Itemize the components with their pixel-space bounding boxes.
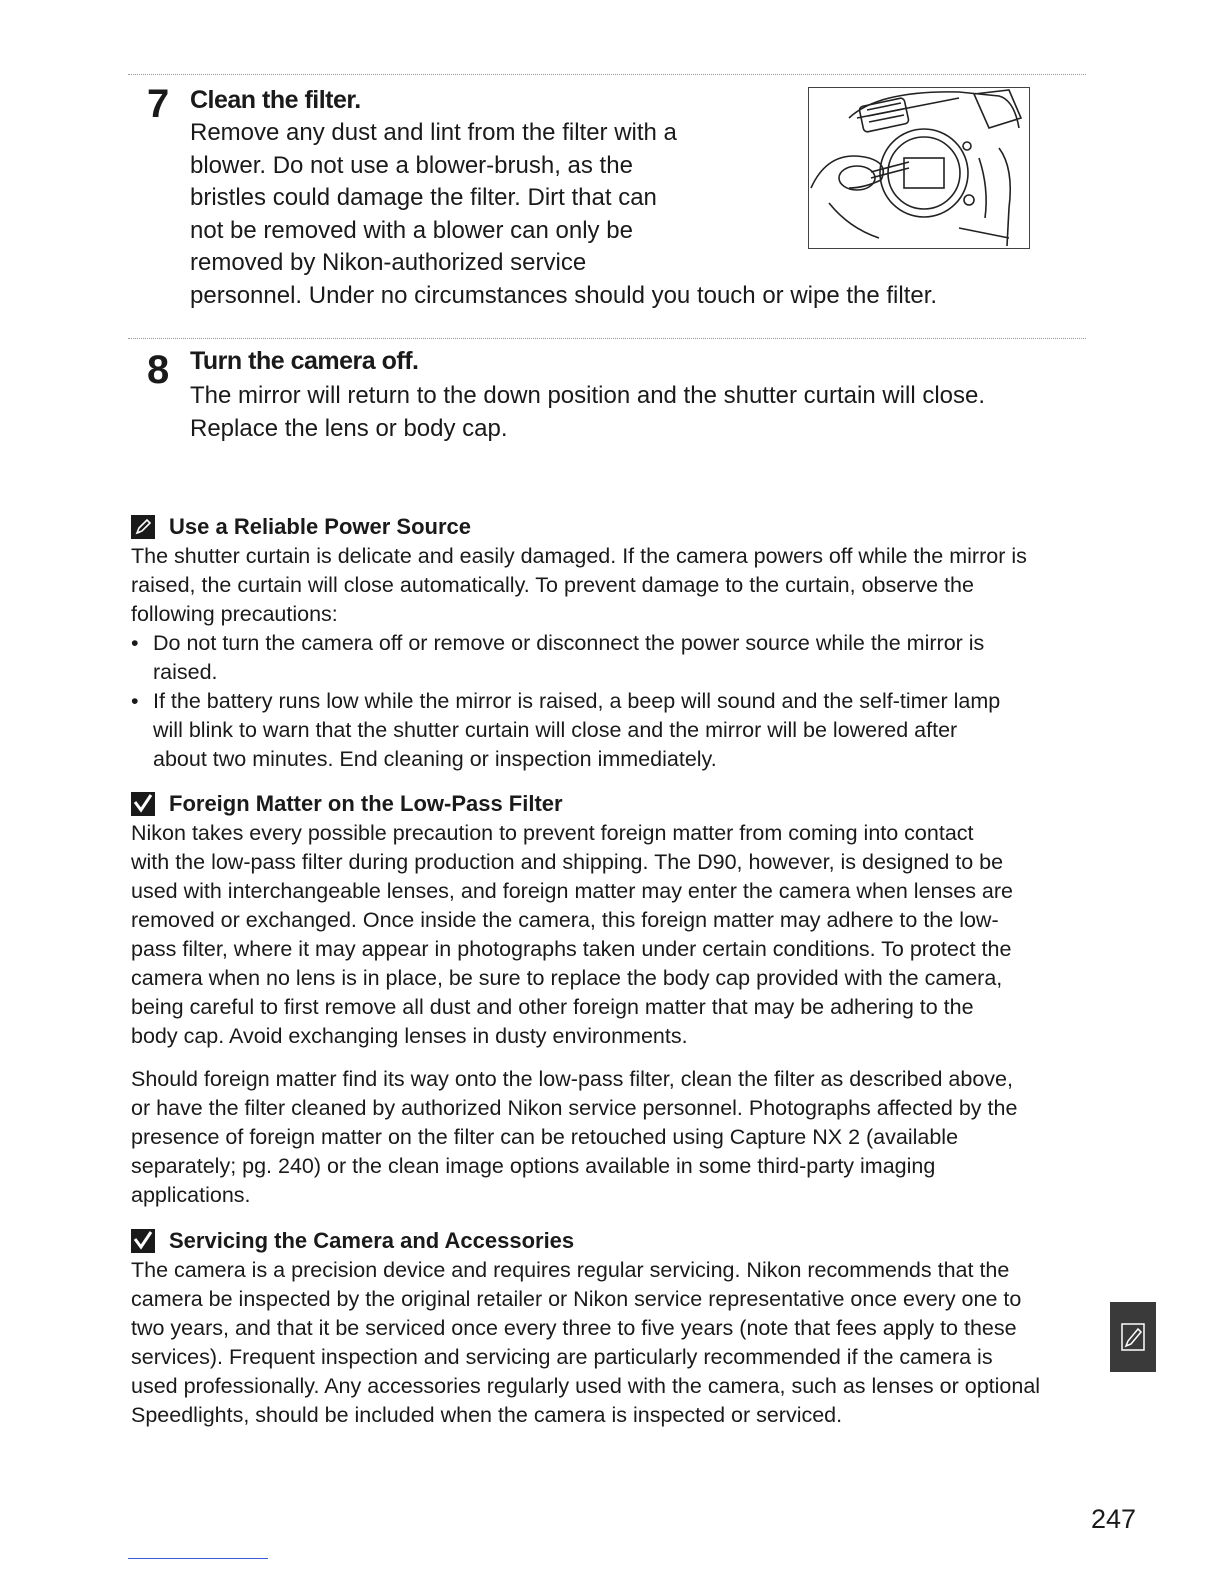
pencil-tab-icon <box>1110 1302 1156 1372</box>
checkmark-note-icon <box>131 792 155 816</box>
note-line: following precautions: <box>131 602 338 626</box>
top-divider <box>128 74 1086 75</box>
step-7-line: removed by Nikon-authorized service <box>190 249 587 276</box>
note-line: Should foreign matter find its way onto the low-pass filter, clean the filter as described above, <box>131 1067 1013 1091</box>
bullet-line: raised. <box>153 660 218 684</box>
page-number: 247 <box>1091 1504 1137 1534</box>
note-line: services). Frequent inspection and servicing are particularly recommended if the camera is <box>131 1345 993 1369</box>
bullet-line: about two minutes. End cleaning or inspection immediately. <box>153 747 717 771</box>
note-servicing-body <box>131 1256 1091 1430</box>
note-line: two years, and that it be serviced once every three to five years (note that fees apply to these <box>131 1316 1017 1340</box>
note-power-heading <box>131 514 471 540</box>
note-power-body <box>131 542 1091 774</box>
note-servicing-heading <box>131 1228 574 1254</box>
note-line: used with interchangeable lenses, and foreign matter may enter the camera when lenses are <box>131 879 1014 903</box>
pencil-note-icon <box>131 515 155 539</box>
checkmark-note-icon <box>131 1229 155 1253</box>
step-7-line: personnel. Under no circumstances should you touch or wipe the filter. <box>190 281 938 309</box>
bullet-line: • If the battery runs low while the mirror is raised, a beep will sound and the self-timer lamp <box>153 689 1001 713</box>
filter-cleaning-illustration <box>808 87 1030 249</box>
note-line: removed or exchanged. Once inside the camera, this foreign matter may adhere to the low- <box>131 908 999 932</box>
camera-blower-drawing <box>809 88 1029 248</box>
step-7-line: Remove any dust and lint from the filter with a <box>190 119 677 146</box>
note-foreign-matter-title: Foreign Matter on the Low-Pass Filter <box>169 791 563 816</box>
step-7-line: bristles could damage the filter. Dirt that can <box>190 184 657 211</box>
section-tab <box>1110 1302 1156 1372</box>
note-line: with the low-pass filter during production and shipping. The D90, however, is designed to be <box>131 850 1004 874</box>
step-7-line: blower. Do not use a blower-brush, as the <box>190 151 633 179</box>
step-8-title: Turn the camera off. <box>190 347 419 375</box>
bullet-line: will blink to warn that the shutter curtain will close and the mirror will be lowered after <box>153 718 958 742</box>
step-7-number: 7 <box>147 82 170 126</box>
step-8-line: Replace the lens or body cap. <box>190 414 508 442</box>
note-line: camera when no lens is in place, be sure to replace the body cap provided with the camera, <box>131 966 1003 990</box>
note-foreign-matter-heading <box>131 791 563 817</box>
note-line: camera be inspected by the original retailer or Nikon service representative once every one to <box>131 1287 1022 1311</box>
note-line: presence of foreign matter on the filter can be retouched using Capture NX 2 (available <box>131 1125 959 1149</box>
list-item <box>131 687 1091 774</box>
list-item <box>131 629 1091 687</box>
step-divider <box>128 338 1086 339</box>
note-line: being careful to first remove all dust and other foreign matter that may be adhering to the <box>131 995 974 1019</box>
note-line: The camera is a precision device and requires regular servicing. Nikon recommends that the <box>131 1258 1010 1282</box>
step-8-body <box>190 380 985 445</box>
note-servicing-title: Servicing the Camera and Accessories <box>169 1228 575 1253</box>
note-foreign-matter-body <box>131 819 1091 1210</box>
step-7-title: Clean the filter. <box>190 86 361 114</box>
note-power-title: Use a Reliable Power Source <box>169 514 472 539</box>
footer-rule <box>128 1558 268 1559</box>
note-line: raised, the curtain will close automatically. To prevent damage to the curtain, observe the <box>131 573 974 597</box>
note-line: pass filter, where it may appear in photographs taken under certain conditions. To protect the <box>131 937 1012 961</box>
note-line: or have the filter cleaned by authorized Nikon service personnel. Photographs affected by the <box>131 1096 1018 1120</box>
step-8-number: 8 <box>147 348 170 392</box>
note-line: applications. <box>131 1183 251 1207</box>
note-line: body cap. Avoid exchanging lenses in dusty environments. <box>131 1024 688 1048</box>
note-line: Speedlights, should be included when the camera is inspected or serviced. <box>131 1403 843 1427</box>
note-line: Nikon takes every possible precaution to prevent foreign matter from coming into contact <box>131 821 974 845</box>
note-line: The shutter curtain is delicate and easily damaged. If the camera powers off while the mirror is <box>131 544 1027 568</box>
bullet-line: • Do not turn the camera off or remove or disconnect the power source while the mirror is <box>153 631 985 655</box>
step-8-line: The mirror will return to the down position and the shutter curtain will close. <box>190 382 986 409</box>
note-line: used professionally. Any accessories regularly used with the camera, such as lenses or optional <box>131 1374 1041 1398</box>
note-line: separately; pg. 240) or the clean image options available in some third-party imaging <box>131 1154 936 1178</box>
step-7-line: not be removed with a blower can only be <box>190 216 633 244</box>
